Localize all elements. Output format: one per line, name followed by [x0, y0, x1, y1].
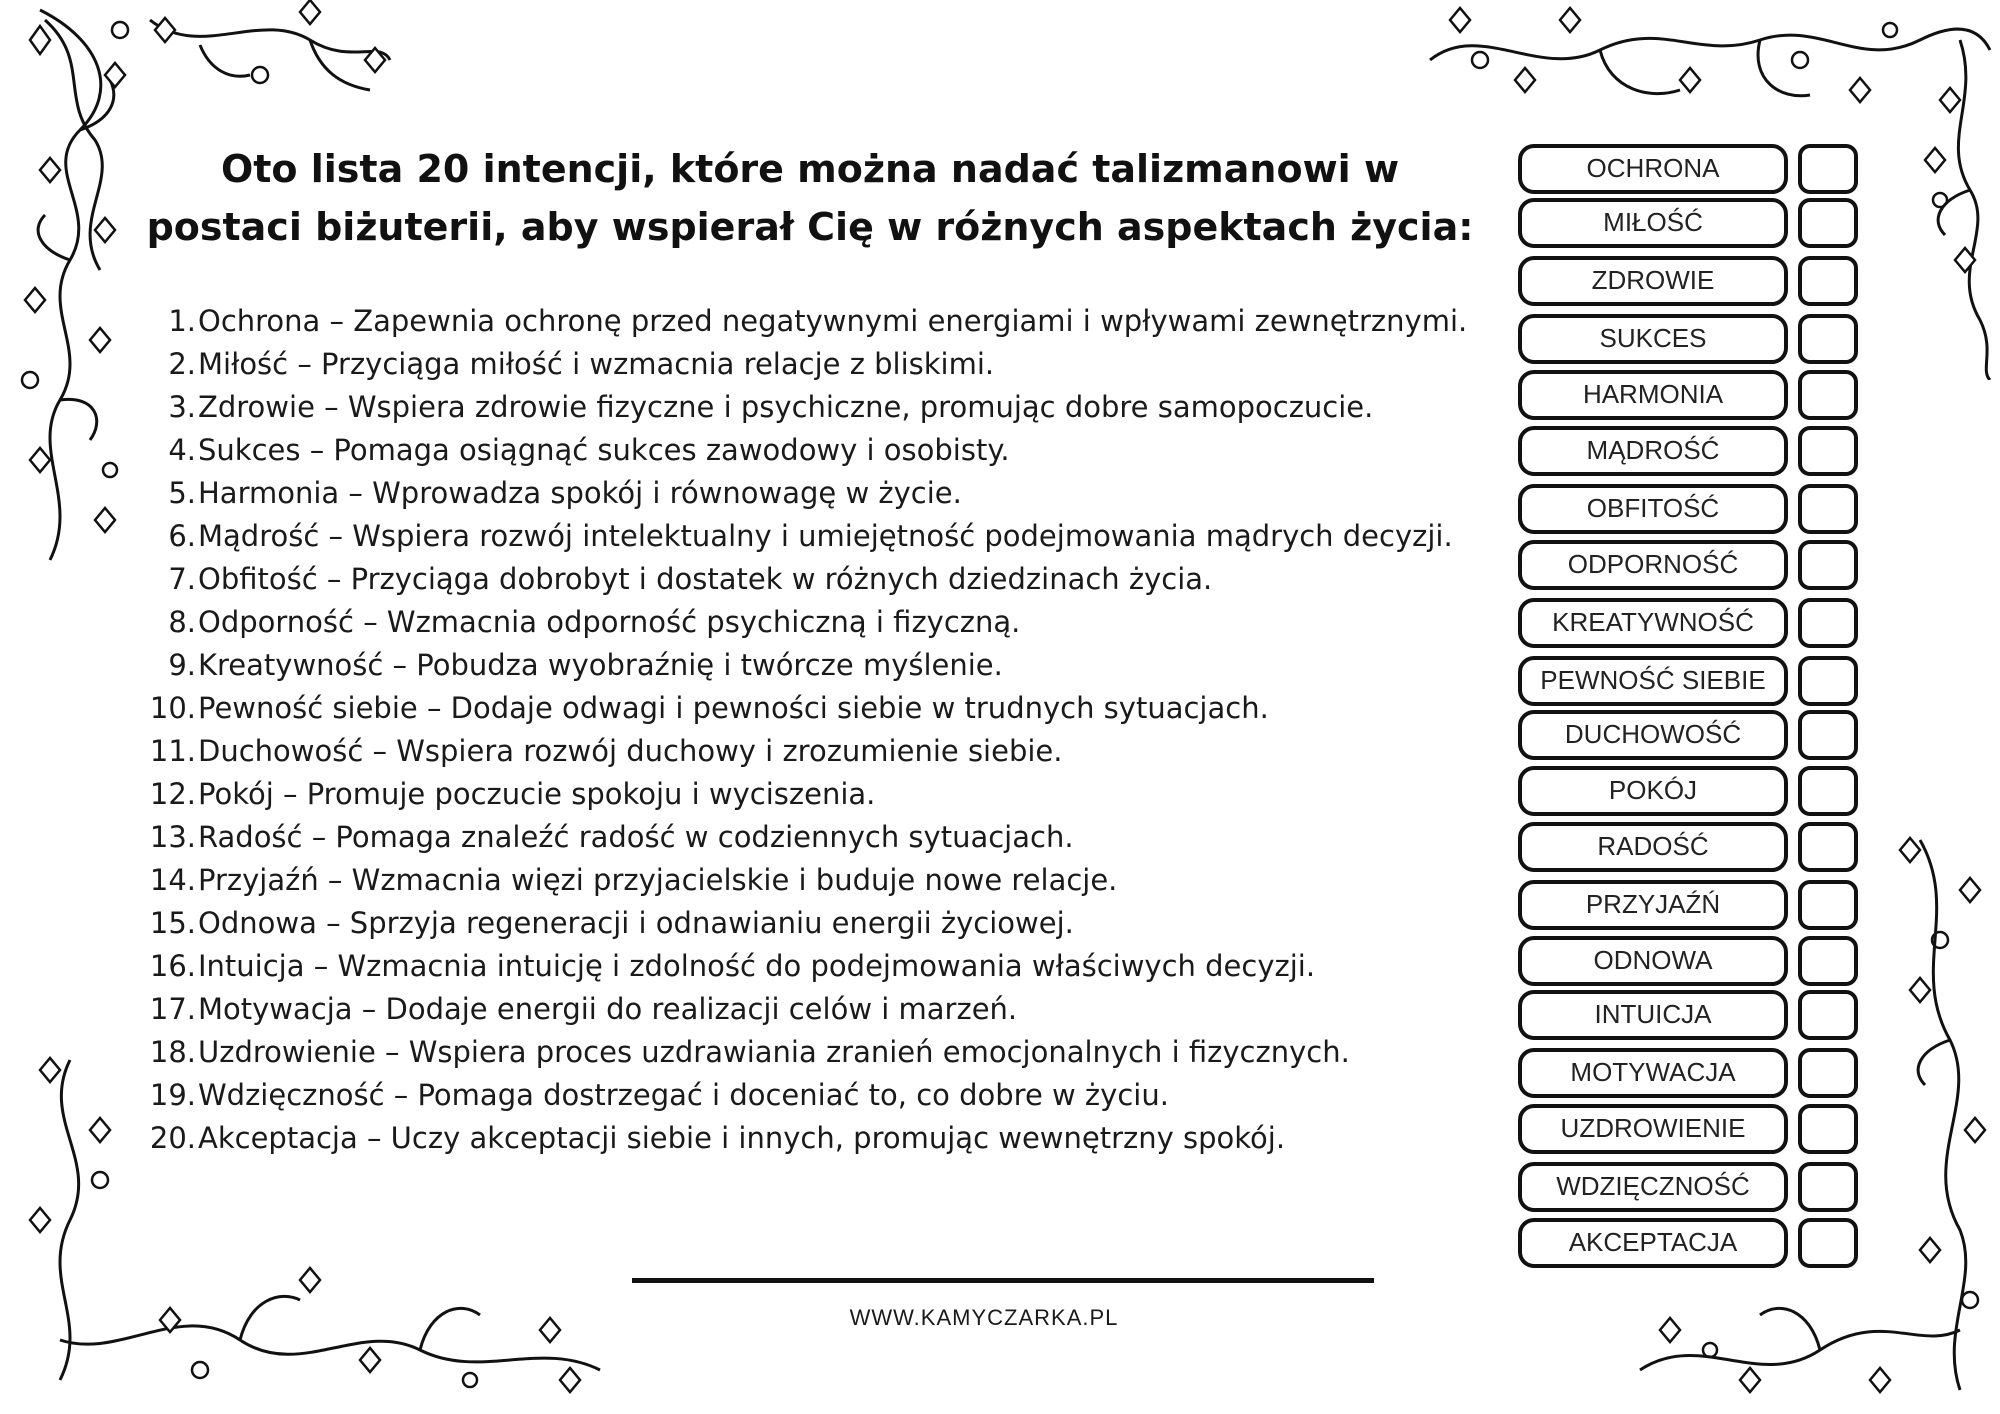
list-item [140, 859, 1490, 902]
checkbox[interactable] [1798, 598, 1858, 648]
list-item-text: Akceptacja – Uczy akceptacji siebie i innych, promując wewnętrzny spokój. [198, 1121, 1286, 1155]
list-item-number: 1. [168, 304, 196, 338]
intention-label: SUKCES [1518, 314, 1788, 364]
checkbox[interactable] [1798, 1162, 1858, 1212]
intention-label: PEWNOŚĆ SIEBIE [1518, 656, 1788, 706]
checkbox[interactable] [1798, 370, 1858, 420]
checkbox[interactable] [1798, 1218, 1858, 1268]
label-row [1512, 426, 1872, 472]
checkbox[interactable] [1798, 1048, 1858, 1098]
list-item-number: 17. [149, 992, 196, 1026]
list-item-text: Harmonia – Wprowadza spokój i równowagę w życie. [198, 476, 962, 510]
list-item-text: Odnowa – Sprzyja regeneracji i odnawianiu energii życiowej. [198, 906, 1074, 940]
list-item [140, 644, 1490, 687]
label-row [1512, 936, 1872, 982]
label-row [1512, 1218, 1872, 1264]
list-item-number: 14. [149, 863, 196, 897]
list-item-number: 16. [149, 949, 196, 983]
list-item-number: 15. [149, 906, 196, 940]
intentions-list [140, 300, 1490, 1160]
list-item-number: 7. [168, 562, 196, 596]
list-item [140, 429, 1490, 472]
label-row [1512, 880, 1872, 926]
checkbox[interactable] [1798, 314, 1858, 364]
intention-label: KREATYWNOŚĆ [1518, 598, 1788, 648]
list-item [140, 945, 1490, 988]
list-item [140, 343, 1490, 386]
checkbox[interactable] [1798, 198, 1858, 248]
intention-label: OCHRONA [1518, 144, 1788, 194]
checkbox[interactable] [1798, 656, 1858, 706]
list-item-text: Intuicja – Wzmacnia intuicję i zdolność do podejmowania właściwych decyzji. [198, 949, 1316, 983]
list-item-text: Radość – Pomaga znaleźć radość w codziennych sytuacjach. [198, 820, 1074, 854]
list-item [140, 687, 1490, 730]
list-item-number: 10. [149, 691, 196, 725]
list-item-text: Zdrowie – Wspiera zdrowie fizyczne i psychiczne, promując dobre samopoczucie. [198, 390, 1374, 424]
list-item-text: Sukces – Pomaga osiągnąć sukces zawodowy i osobisty. [198, 433, 1010, 467]
list-item-text: Wdzięczność – Pomaga dostrzegać i doceniać to, co dobre w życiu. [198, 1078, 1169, 1112]
list-item [140, 1031, 1490, 1074]
list-item-number: 13. [149, 820, 196, 854]
vine-ornament-top-center [140, 0, 400, 110]
label-row [1512, 1162, 1872, 1208]
list-item [140, 816, 1490, 859]
list-item-number: 20. [149, 1121, 196, 1155]
label-row [1512, 1048, 1872, 1094]
intention-label: UZDROWIENIE [1518, 1104, 1788, 1154]
list-item-text: Mądrość – Wspiera rozwój intelektualny i umiejętność podejmowania mądrych decyzji. [198, 519, 1453, 553]
list-item [140, 902, 1490, 945]
list-item-number: 2. [168, 347, 196, 381]
checkbox[interactable] [1798, 822, 1858, 872]
intention-label: DUCHOWOŚĆ [1518, 710, 1788, 760]
checkbox[interactable] [1798, 766, 1858, 816]
label-row [1512, 540, 1872, 586]
list-item-text: Przyjaźń – Wzmacnia więzi przyjacielskie i buduje nowe relacje. [198, 863, 1118, 897]
checkbox[interactable] [1798, 144, 1858, 194]
list-item-number: 18. [149, 1035, 196, 1069]
checkbox[interactable] [1798, 484, 1858, 534]
checkbox[interactable] [1798, 540, 1858, 590]
list-item [140, 558, 1490, 601]
label-row [1512, 598, 1872, 644]
checkbox[interactable] [1798, 710, 1858, 760]
vine-ornament-top-left [0, 0, 150, 600]
list-item-number: 8. [168, 605, 196, 639]
label-row [1512, 144, 1872, 190]
list-item [140, 515, 1490, 558]
footer-divider [632, 1278, 1374, 1283]
list-item-number: 5. [168, 476, 196, 510]
list-item [140, 472, 1490, 515]
label-row [1512, 1104, 1872, 1150]
list-item [140, 386, 1490, 429]
list-item-text: Pokój – Promuje poczucie spokoju i wyciszenia. [198, 777, 876, 811]
list-item-text: Pewność siebie – Dodaje odwagi i pewności siebie w trudnych sytuacjach. [198, 691, 1269, 725]
footer-website-text: WWW.KAMYCZARKA.PL [849, 1305, 1119, 1330]
intention-label: MIŁOŚĆ [1518, 198, 1788, 248]
list-item-number: 11. [149, 734, 196, 768]
intention-label: MOTYWACJA [1518, 1048, 1788, 1098]
list-item-text: Obfitość – Przyciąga dobrobyt i dostatek w różnych dziedzinach życia. [198, 562, 1213, 596]
list-item [140, 601, 1490, 644]
list-item-text: Duchowość – Wspiera rozwój duchowy i zrozumienie siebie. [198, 734, 1063, 768]
list-item-text: Kreatywność – Pobudza wyobraźnię i twórcze myślenie. [198, 648, 1003, 682]
list-item [140, 988, 1490, 1031]
intention-label: HARMONIA [1518, 370, 1788, 420]
intention-label: ZDROWIE [1518, 256, 1788, 306]
label-row [1512, 656, 1872, 702]
list-item-number: 9. [168, 648, 196, 682]
list-item-text: Motywacja – Dodaje energii do realizacji celów i marzeń. [198, 992, 1018, 1026]
list-item-text: Miłość – Przyciąga miłość i wzmacnia relacje z bliskimi. [198, 347, 995, 381]
checkbox[interactable] [1798, 256, 1858, 306]
intention-label: POKÓJ [1518, 766, 1788, 816]
list-item [140, 773, 1490, 816]
checkbox[interactable] [1798, 426, 1858, 476]
list-item-number: 12. [149, 777, 196, 811]
checkbox[interactable] [1798, 880, 1858, 930]
label-row [1512, 710, 1872, 756]
label-row [1512, 198, 1872, 244]
intention-label: RADOŚĆ [1518, 822, 1788, 872]
list-item-text: Uzdrowienie – Wspiera proces uzdrawiania zranień emocjonalnych i fizycznych. [198, 1035, 1350, 1069]
intention-label: ODNOWA [1518, 936, 1788, 986]
label-row [1512, 484, 1872, 530]
checkbox[interactable] [1798, 1104, 1858, 1154]
label-row [1512, 822, 1872, 868]
intention-label: OBFITOŚĆ [1518, 484, 1788, 534]
intention-label: PRZYJAŹŃ [1518, 880, 1788, 930]
list-item [140, 1074, 1490, 1117]
label-row [1512, 766, 1872, 812]
label-row [1512, 314, 1872, 360]
footer-website [0, 1305, 2000, 1331]
page-title: Oto lista 20 intencji, które można nadać talizmanowi w postaci biżuterii, aby wspierał Cię w różnych aspektach życia: [146, 147, 1474, 249]
list-item [140, 730, 1490, 773]
list-item-number: 19. [149, 1078, 196, 1112]
intention-label: ODPORNOŚĆ [1518, 540, 1788, 590]
label-row [1512, 256, 1872, 302]
list-item-number: 3. [168, 390, 196, 424]
intention-label: MĄDROŚĆ [1518, 426, 1788, 476]
intention-label: AKCEPTACJA [1518, 1218, 1788, 1268]
list-item-text: Ochrona – Zapewnia ochronę przed negatywnymi energiami i wpływami zewnętrznymi. [198, 304, 1468, 338]
checkbox[interactable] [1798, 936, 1858, 986]
list-item-text: Odporność – Wzmacnia odporność psychiczną i fizyczną. [198, 605, 1021, 639]
list-item [140, 300, 1490, 343]
list-item-number: 6. [168, 519, 196, 553]
label-row [1512, 990, 1872, 1036]
checkbox[interactable] [1798, 990, 1858, 1040]
label-row [1512, 370, 1872, 416]
list-item-number: 4. [168, 433, 196, 467]
list-item [140, 1117, 1490, 1160]
intention-label: WDZIĘCZNOŚĆ [1518, 1162, 1788, 1212]
intention-label: INTUICJA [1518, 990, 1788, 1040]
